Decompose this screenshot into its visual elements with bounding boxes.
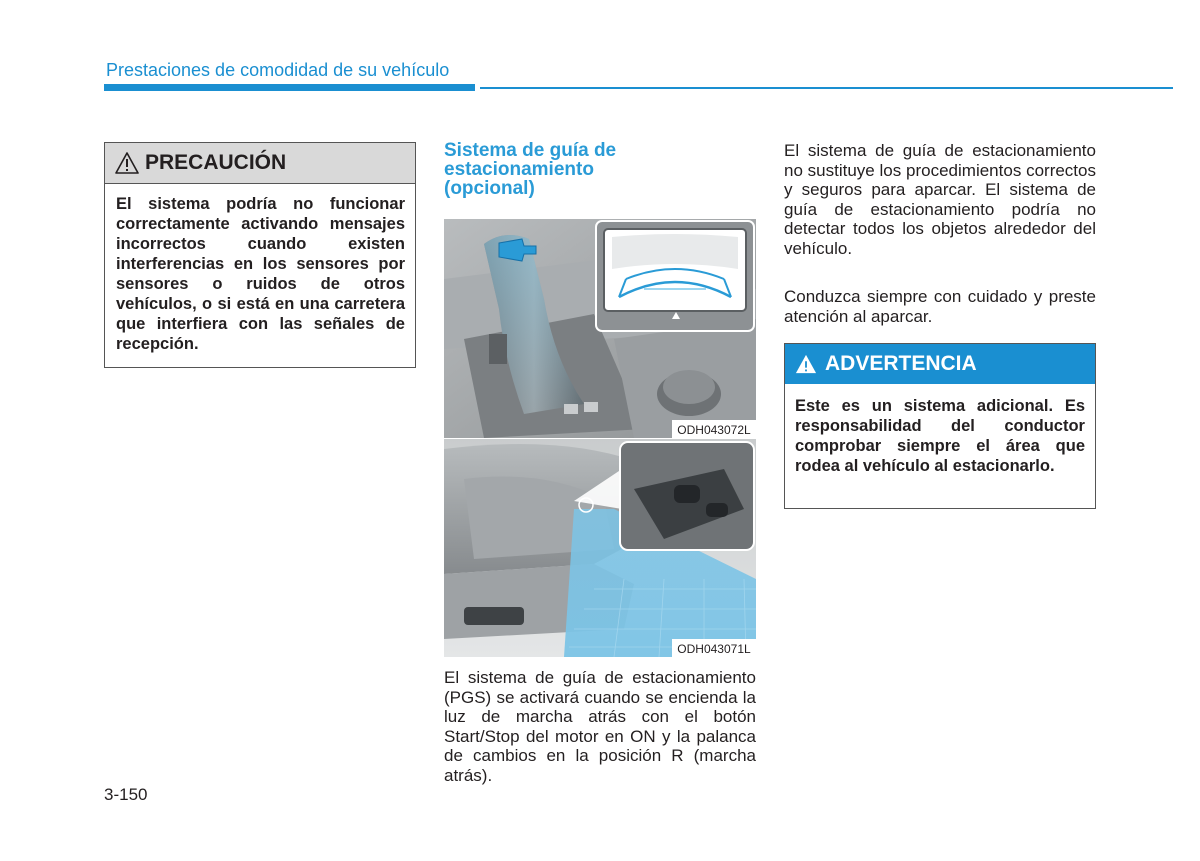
header-rule-thick [104,84,475,91]
figure-rear-camera [444,439,756,657]
section-title: Sistema de guía de estacionamiento (opcional) [444,140,617,199]
caution-header [105,143,415,184]
pgs-activation-paragraph: El sistema de guía de estacionamiento (PGS) se activará cuando se encienda la luz de marcha atrás con el botón Start/Stop del motor en ON y la palanca de cambios en la posición R (marcha atrás). [444,668,756,785]
figure-gear-shifter [444,219,756,438]
caution-title: PRECAUCIÓN [145,151,287,174]
warning-header [785,344,1095,384]
figure-code-2: ODH043071L [677,642,751,656]
running-header: Prestaciones de comodidad de su vehículo [106,60,450,80]
warning-title: ADVERTENCIA [825,352,977,375]
warning-text: Este es un sistema adicional. Es responsabilidad del conductor comprobar siempre el área que rodea al vehículo al estacionarlo. [795,397,1085,475]
warning-box [784,343,1096,509]
caution-text: El sistema podría no funcionar correctamente activando mensajes incorrectos cuando existen interferencias en los sensores por sensores o ruidos de otros vehículos, o si está en una carretera que interfiera con las señales de recepción. [116,195,406,353]
caution-box [104,142,416,368]
warning-triangle-icon [115,151,139,175]
figure-code-1: ODH043072L [677,423,751,437]
pgs-limitations-paragraph: El sistema de guía de estacionamiento no sustituye los procedimientos correctos y seguros para aparcar. El sistema de guía de estacionamiento podría no detectar todos los objetos alrededor del vehículo. [784,141,1096,258]
drive-carefully-paragraph: Conduzca siempre con cuidado y preste atención al aparcar. [784,287,1096,326]
header-rule-thin [480,87,1173,89]
page-number: 3-150 [104,785,148,804]
warning-triangle-icon [795,353,817,375]
